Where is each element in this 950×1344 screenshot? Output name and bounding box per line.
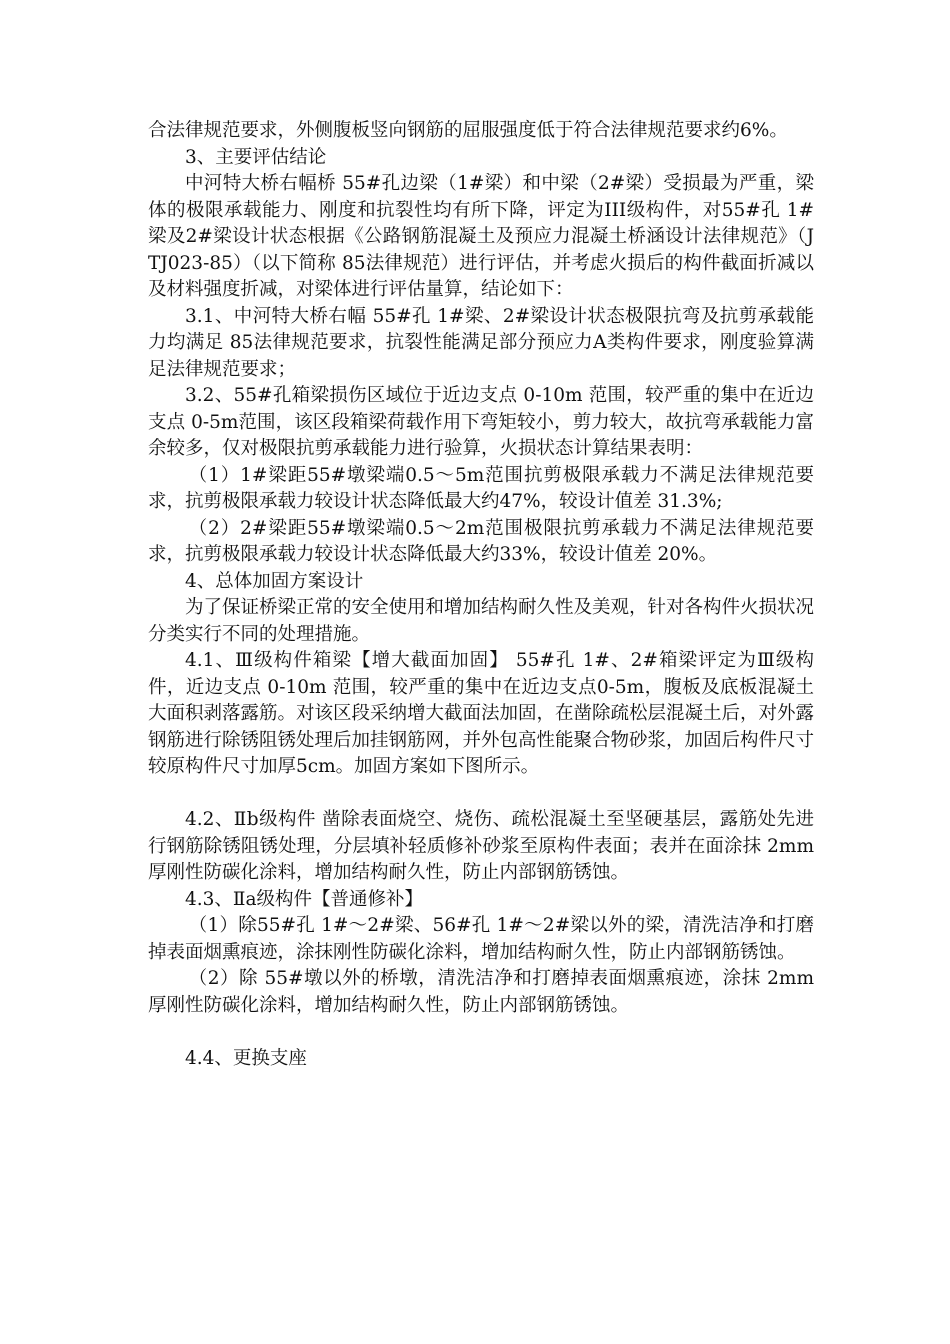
- paragraph-section-4-2: 4.2、Ⅱb级构件 凿除表面烧空、烧伤、疏松混凝土至坚硬基层，露筋处先进行钢筋除锈阻锈处理，分层填补轻质修补砂浆至原构件表面；表并在面涂抹 2mm 厚刚性防碳化涂料，增加结构耐久性，防止内部钢筋锈蚀。: [148, 809, 814, 883]
- paragraph-conclusion-3-2: 3.2、55#孔箱梁损伤区域位于近边支点 0-10m 范围，较严重的集中在近边支点 0-5m范围，该区段箱梁荷载作用下弯矩较小，剪力较大，故抗弯承载能力富余较多，仅对极限抗剪承载能力进行验算，火损状态计算结果表明：: [148, 385, 814, 459]
- paragraph-section-4-3-item-2: （2）除 55#墩以外的桥墩，清洗洁净和打磨掉表面烟熏痕迹，涂抹 2mm厚刚性防碳化涂料，增加结构耐久性，防止内部钢筋锈蚀。: [148, 968, 814, 1016]
- paragraph-section-4-3-item-1: （1）除55#孔 1#～2#梁、56#孔 1#～2#梁以外的梁，清洗洁净和打磨掉表面烟熏痕迹，涂抹刚性防碳化涂料，增加结构耐久性，防止内部钢筋锈蚀。: [148, 915, 814, 963]
- paragraph-beam-1-result: （1）1#梁距55#墩梁端0.5～5m范围抗剪极限承载力不满足法律规范要求，抗剪极限承载力较设计状态降低最大约47%，较设计值差 31.3%;: [148, 464, 814, 512]
- blank-line: [148, 781, 814, 808]
- paragraph-assessment-intro: 中河特大桥右幅桥 55#孔边梁（1#梁）和中梁（2#梁）受损最为严重，梁体的极限承载能力、刚度和抗裂性均有所下降，评定为III级构件，对55#孔 1#梁及2#梁设计状态根据《公路钢筋混凝土及预应力混凝土桥涵设计法律规范》（JTJ023-85）（以下简称 85法律规范）进行评估，并考虑火损后的构件截面折减以及材料强度折减，对梁体进行评估量算，结论如下：: [148, 173, 814, 300]
- paragraph-section-4-1: 4.1、Ⅲ级构件箱梁【增大截面加固】 55#孔 1#、2#箱梁评定为Ⅲ级构件，近边支点 0-10m 范围，较严重的集中在近边支点0-5m，腹板及底板混凝土大面积剥落露筋。对该区段采纳增大截面法加固，在凿除疏松层混凝土后，对外露钢筋进行除锈阻锈处理后加挂钢筋网，并外包高性能聚合物砂浆，加固后构件尺寸较原构件尺寸加厚5cm。加固方案如下图所示。: [148, 650, 815, 777]
- paragraph-continuation: 合法律规范要求，外侧腹板竖向钢筋的屈服强度低于符合法律规范要求约6%。: [148, 120, 788, 141]
- document-body: [148, 118, 814, 1072]
- paragraph-beam-2-result: （2）2#梁距55#墩梁端0.5～2m范围极限抗剪承载力不满足法律规范要求，抗剪极限承载力较设计状态降低最大约33%，较设计值差 20%。: [148, 517, 814, 565]
- blank-line: [148, 1019, 814, 1046]
- heading-main-conclusions: 3、主要评估结论: [185, 146, 327, 168]
- paragraph-conclusion-3-1: 3.1、中河特大桥右幅 55#孔 1#梁、2#梁设计状态极限抗弯及抗剪承载能力均满足 85法律规范要求，抗裂性能满足部分预应力A类构件要求，刚度验算满足法律规范要求；: [148, 305, 814, 380]
- heading-reinforcement-design: 4、总体加固方案设计: [185, 570, 364, 592]
- paragraph-reinforcement-intro: 为了保证桥梁正常的安全使用和增加结构耐久性及美观，针对各构件火损状况分类实行不同的处理措施。: [148, 597, 815, 645]
- heading-section-4-3: 4.3、Ⅱa级构件【普通修补】: [185, 888, 424, 910]
- heading-section-4-4: 4.4、更换支座: [185, 1047, 307, 1069]
